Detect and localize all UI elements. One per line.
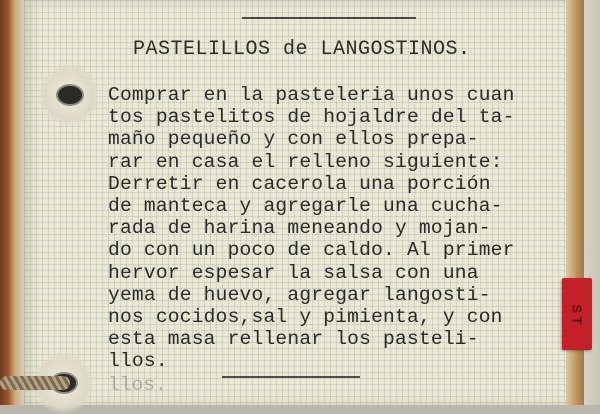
recipe-line: Derretir en cacerola una porción [108, 172, 491, 195]
recipe-line: rar en casa el relleno siguiente: [108, 150, 503, 173]
punch-hole-top [38, 64, 100, 126]
index-tab[interactable] [562, 278, 592, 350]
bottom-rule [222, 376, 360, 378]
recipe-line: rada de harina meneando y mojan- [108, 217, 491, 240]
recipe-line: tos pastelitos de hojaldre del ta- [108, 106, 515, 129]
recipe-line: llos. [108, 350, 168, 373]
index-tab-label: S T [569, 303, 585, 325]
recipe-line: maño pequeño y con ellos prepa- [108, 128, 479, 151]
recipe-line: de manteca y agregarle una cucha- [108, 195, 503, 218]
recipe-line: do con un poco de caldo. Al primer [108, 239, 515, 262]
ghost-text: llos. [108, 374, 167, 396]
recipe-line: yema de huevo, agregar langosti- [108, 283, 491, 306]
recipe-line: hervor espesar la salsa con una [108, 261, 479, 284]
binder-edge [0, 0, 24, 405]
binder-ring [0, 376, 70, 390]
top-rule [242, 17, 416, 19]
recipe-line: Comprar en la pasteleria unos cuan [108, 84, 515, 106]
recipe-body [108, 84, 515, 373]
recipe-line: nos cocidos,sal y pimienta, y con [108, 306, 503, 329]
recipe-title: PASTELILLOS de LANGOSTINOS. [133, 38, 471, 61]
recipe-line: esta masa rellenar los pasteli- [108, 328, 479, 351]
